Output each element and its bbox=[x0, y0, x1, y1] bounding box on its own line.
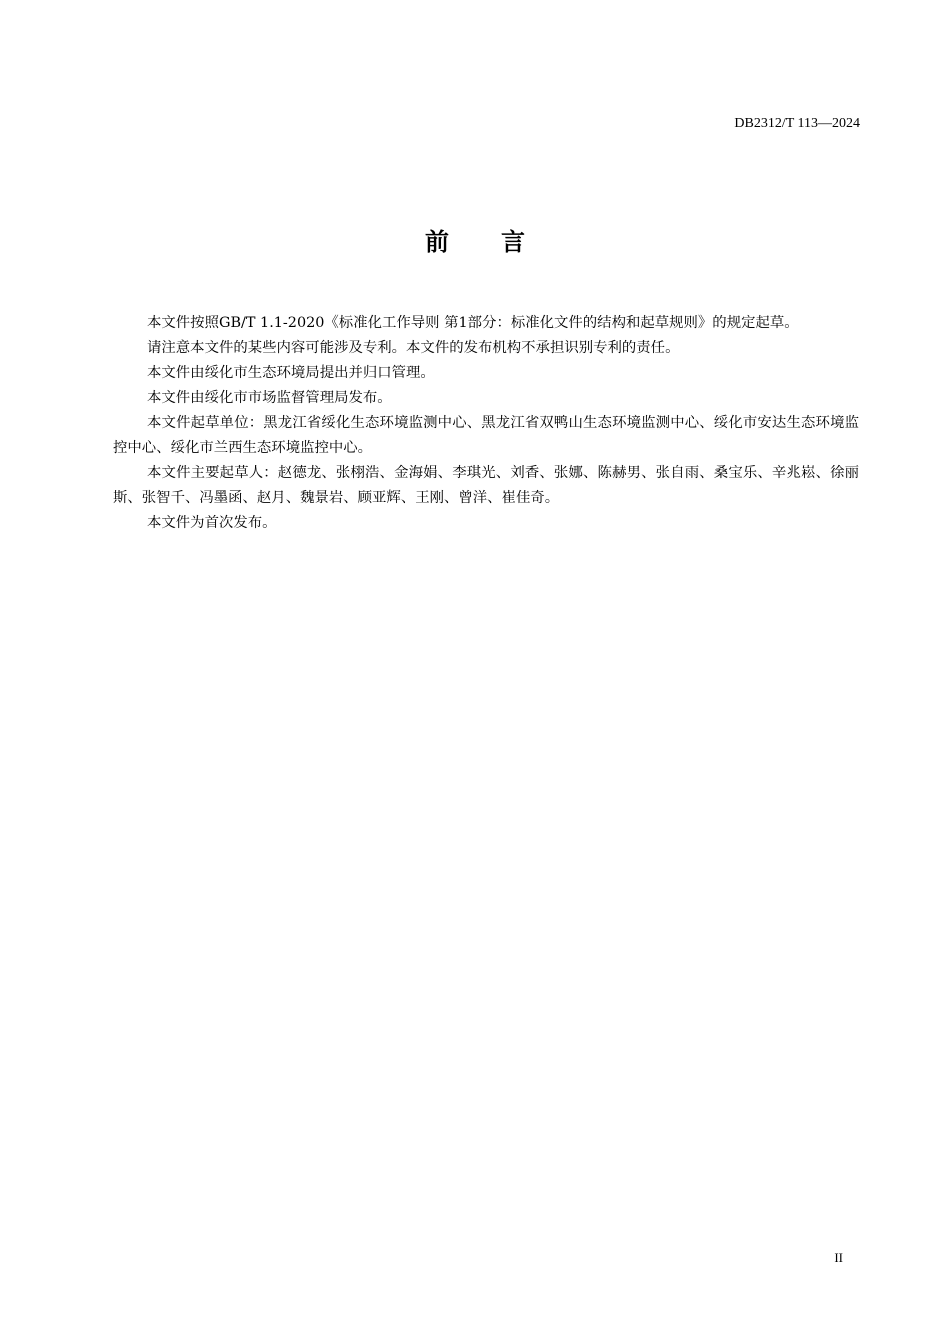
page-title: 前言 bbox=[425, 228, 577, 256]
paragraph-first-release: 本文件为首次发布。 bbox=[147, 515, 277, 531]
document-code: DB2312/T 113—2024 bbox=[734, 116, 860, 131]
paragraph-drafters: 本文件主要起草人：赵德龙、张栩浩、金海娟、李琪光、刘香、张娜、陈赫男、张自雨、桑宝乐、辛兆崧、徐丽斯、张智千、冯墨函、赵月、魏景岩、顾亚辉、王刚、曾洋、崔佳奇。 bbox=[113, 465, 859, 506]
preface-body bbox=[113, 311, 859, 536]
paragraph-drafting-units: 本文件起草单位：黑龙江省绥化生态环境监测中心、黑龙江省双鸭山生态环境监测中心、绥化市安达生态环境监控中心、绥化市兰西生态环境监控中心。 bbox=[113, 415, 859, 456]
paragraph-publisher: 本文件由绥化市市场监督管理局发布。 bbox=[147, 390, 392, 406]
paragraph-drafting-basis: 本文件按照GB/T 1.1-2020《标准化工作导则 第1部分：标准化文件的结构和起草规则》的规定起草。 bbox=[147, 315, 799, 331]
paragraph-patent-notice: 请注意本文件的某些内容可能涉及专利。本文件的发布机构不承担识别专利的责任。 bbox=[147, 340, 680, 356]
paragraph-proposer: 本文件由绥化市生态环境局提出并归口管理。 bbox=[147, 365, 435, 381]
page-number: II bbox=[834, 1250, 843, 1265]
